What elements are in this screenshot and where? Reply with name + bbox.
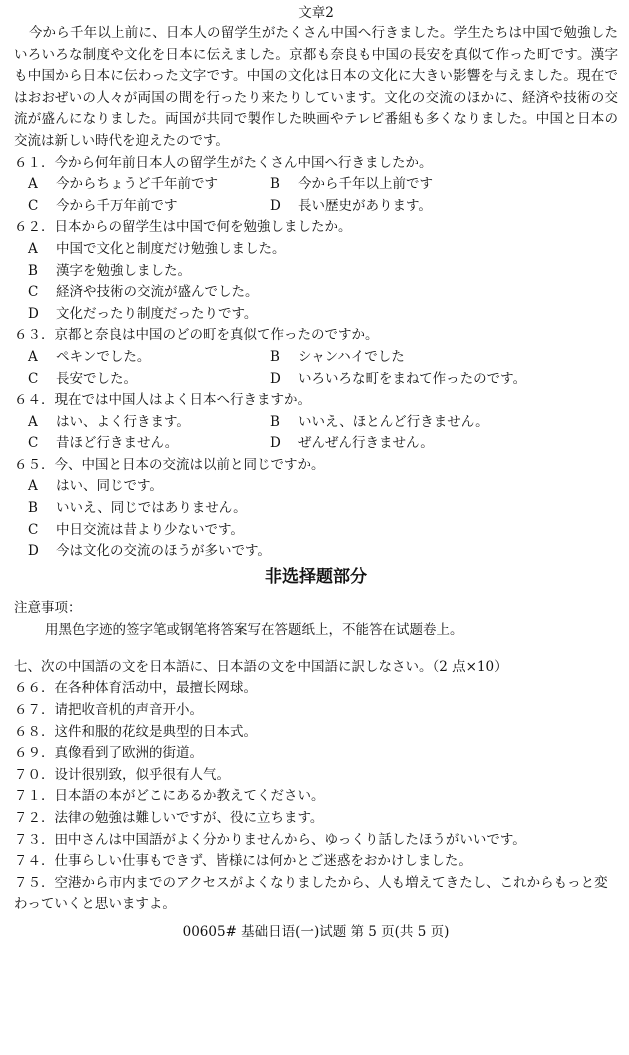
- answer-option: [14, 347, 270, 369]
- item-number: ７４．: [14, 853, 55, 870]
- question-number: ６２．: [14, 219, 55, 236]
- translation-item: [14, 873, 618, 916]
- translation-item: [14, 700, 618, 722]
- option-text: 漢字を勉強しました。: [56, 262, 191, 279]
- answer-option: [270, 174, 433, 196]
- option-text: 経済や技術の交流が盛んでした。: [56, 284, 259, 301]
- option-row: [14, 304, 618, 326]
- option-text: 長安でした。: [56, 370, 137, 387]
- option-letter: C: [28, 521, 39, 538]
- item-number: ６６．: [14, 680, 55, 697]
- option-text: 長い歴史があります。: [298, 197, 432, 214]
- item-number: ６９．: [14, 745, 55, 762]
- translation-item-list: [14, 678, 618, 916]
- item-number: ７１．: [14, 788, 55, 805]
- question-number: ６５．: [14, 456, 55, 473]
- translation-item: [14, 743, 618, 765]
- notice-text: 用黑色字迹的签字笔或钢笔将答案写在答题纸上，不能答在试题卷上。: [45, 621, 464, 638]
- option-text: 今から千万年前です: [56, 197, 178, 214]
- option-text: 今からちょうど千年前です: [56, 176, 218, 193]
- option-letter: B: [28, 500, 38, 517]
- answer-option: [14, 433, 270, 455]
- option-text: ぜんぜん行きません。: [298, 435, 434, 452]
- option-letter: C: [28, 284, 39, 301]
- item-number: ６７．: [14, 702, 55, 719]
- option-letter: B: [270, 176, 280, 193]
- option-row: [14, 433, 618, 455]
- option-letter: B: [270, 348, 280, 365]
- translation-item: [14, 786, 618, 808]
- option-row: [14, 412, 618, 434]
- translation-instruction: 七、次の中国語の文を日本語に、日本語の文を中国語に訳しなさい。（2 点×10）: [14, 658, 508, 675]
- option-letter: A: [28, 176, 38, 193]
- option-text: シャンハイでした: [298, 348, 405, 365]
- question-stem: [14, 217, 618, 239]
- item-text: 日本語の本がどこにあるか教えてください。: [54, 788, 325, 805]
- option-text: いろいろな町をまねて作ったのです。: [298, 370, 527, 387]
- item-number: ７３．: [14, 831, 55, 848]
- option-row: [14, 541, 618, 563]
- item-number: ７５．: [14, 874, 55, 891]
- answer-option: [14, 412, 270, 434]
- answer-option: [14, 498, 247, 520]
- item-number: ７０．: [14, 766, 55, 783]
- question-stem: [14, 455, 618, 477]
- option-letter: D: [270, 370, 281, 387]
- translation-item: [14, 830, 618, 852]
- item-number: ６８．: [14, 723, 55, 740]
- answer-option: [14, 261, 191, 283]
- item-text: 法律の勉強は難しいですが、役に立ちます。: [54, 810, 324, 826]
- answer-option: [14, 369, 270, 391]
- answer-option: [14, 520, 244, 542]
- answer-option: [270, 196, 432, 218]
- question-stem: [14, 325, 618, 347]
- option-row: [14, 476, 618, 498]
- option-row: [14, 347, 618, 369]
- option-row: [14, 174, 618, 196]
- option-row: [14, 239, 618, 261]
- item-text: 这件和服的花纹是典型的日本式。: [54, 723, 257, 740]
- option-row: [14, 282, 618, 304]
- answer-option: [14, 196, 270, 218]
- question-list: [14, 153, 618, 563]
- item-text: 真像看到了欧洲的街道。: [54, 745, 203, 762]
- option-text: はい、同じです。: [56, 478, 163, 495]
- option-letter: C: [28, 370, 39, 387]
- answer-option: [270, 412, 489, 434]
- question-stem: [14, 390, 618, 412]
- question-text: 今、中国と日本の交流は以前と同じですか。: [54, 456, 325, 473]
- option-text: 中国で文化と制度だけ勉強しました。: [56, 240, 286, 257]
- page-footer: 00605# 基础日语(一)试题 第 5 页(共 5 页): [182, 923, 450, 940]
- option-row: [14, 498, 618, 520]
- option-letter: B: [28, 262, 38, 279]
- answer-option: [14, 174, 270, 196]
- question-number: ６３．: [14, 327, 55, 344]
- answer-option: [270, 347, 405, 369]
- option-letter: A: [28, 240, 38, 257]
- option-text: 中日交流は昔より少ないです。: [56, 521, 244, 538]
- option-letter: A: [28, 478, 38, 495]
- answer-option: [270, 369, 526, 391]
- answer-option: [14, 239, 286, 261]
- option-letter: D: [28, 305, 39, 322]
- question-number: ６４．: [14, 392, 55, 409]
- translation-item: [14, 722, 618, 744]
- option-row: [14, 196, 618, 218]
- option-letter: D: [270, 197, 281, 214]
- question-text: 京都と奈良は中国のどの町を真似て作ったのですか。: [54, 327, 379, 344]
- translation-item: [14, 851, 618, 873]
- option-text: 昔ほど行きません。: [56, 435, 179, 452]
- question-text: 今から何年前日本人の留学生がたくさん中国へ行きましたか。: [54, 154, 433, 171]
- passage-title: 文章2: [298, 5, 334, 21]
- question-text: 日本からの留学生は中国で何を勉強しましたか。: [54, 219, 352, 236]
- option-text: 今から千年以上前です: [298, 176, 433, 193]
- exam-page: [14, 3, 618, 943]
- translation-item: [14, 808, 618, 830]
- option-row: [14, 369, 618, 391]
- item-text: 田中さんは中国語がよく分かりませんから、ゆっくり話したほうがいいです。: [54, 831, 526, 848]
- question-number: ６１．: [14, 154, 55, 171]
- item-text: 请把收音机的声音开小。: [54, 702, 203, 719]
- item-text: 设计很别致，似乎很有人气。: [54, 766, 230, 783]
- notice-title: 注意事项：: [14, 599, 82, 616]
- option-letter: C: [28, 435, 39, 452]
- answer-option: [14, 476, 163, 498]
- option-row: [14, 261, 618, 283]
- passage-text: 今から千年以上前に、日本人の留学生がたくさん中国へ行きました。学生たちは中国で勉強したいろいろな制度や文化を日本に伝えました。京都も奈良も中国の長安を真似て作った町です。漢字も中国から日本に伝わった文字です。中国の文化は日本の文化に大きい影響を与えました。現在ではおおぜいの人々が両国の間を行ったり来たりしています。文化の交流のほかに、経済や技術の交流が盛んになりました。両国が共同で製作した映画やテレビ番組も多くなりました。中国と日本の交流は新しい時代を迎えたのです。: [14, 25, 618, 149]
- option-letter: D: [270, 435, 281, 452]
- option-letter: C: [28, 197, 39, 214]
- answer-option: [270, 433, 434, 455]
- question-text: 現在では中国人はよく日本へ行きますか。: [54, 392, 311, 409]
- question-stem: [14, 153, 618, 175]
- item-text: 仕事らしい仕事もできず、皆様には何かとご迷惑をおかけしました。: [54, 853, 472, 870]
- option-text: ペキンでした。: [56, 348, 151, 365]
- option-text: いいえ、ほとんど行きません。: [298, 413, 489, 430]
- option-letter: A: [28, 413, 38, 430]
- item-text: 在各种体育活动中，最擅长网球。: [54, 680, 257, 697]
- option-letter: A: [28, 348, 38, 365]
- section-heading: 非选择题部分: [265, 566, 367, 587]
- answer-option: [14, 282, 259, 304]
- item-text: 空港から市内までのアクセスがよくなりましたから、人も増えてきたし、これからもっと変わっていくと思いますよ。: [14, 874, 608, 913]
- option-text: 文化だったり制度だったりです。: [56, 305, 258, 322]
- answer-option: [14, 304, 257, 326]
- option-row: [14, 520, 618, 542]
- translation-item: [14, 678, 618, 700]
- option-letter: B: [270, 413, 280, 430]
- translation-item: [14, 765, 618, 787]
- item-number: ７２．: [14, 810, 55, 826]
- answer-option: [14, 541, 271, 563]
- option-text: いいえ、同じではありません。: [56, 500, 247, 517]
- option-text: はい、よく行きます。: [56, 413, 190, 430]
- option-text: 今は文化の交流のほうが多いです。: [56, 543, 271, 560]
- option-letter: D: [28, 543, 39, 560]
